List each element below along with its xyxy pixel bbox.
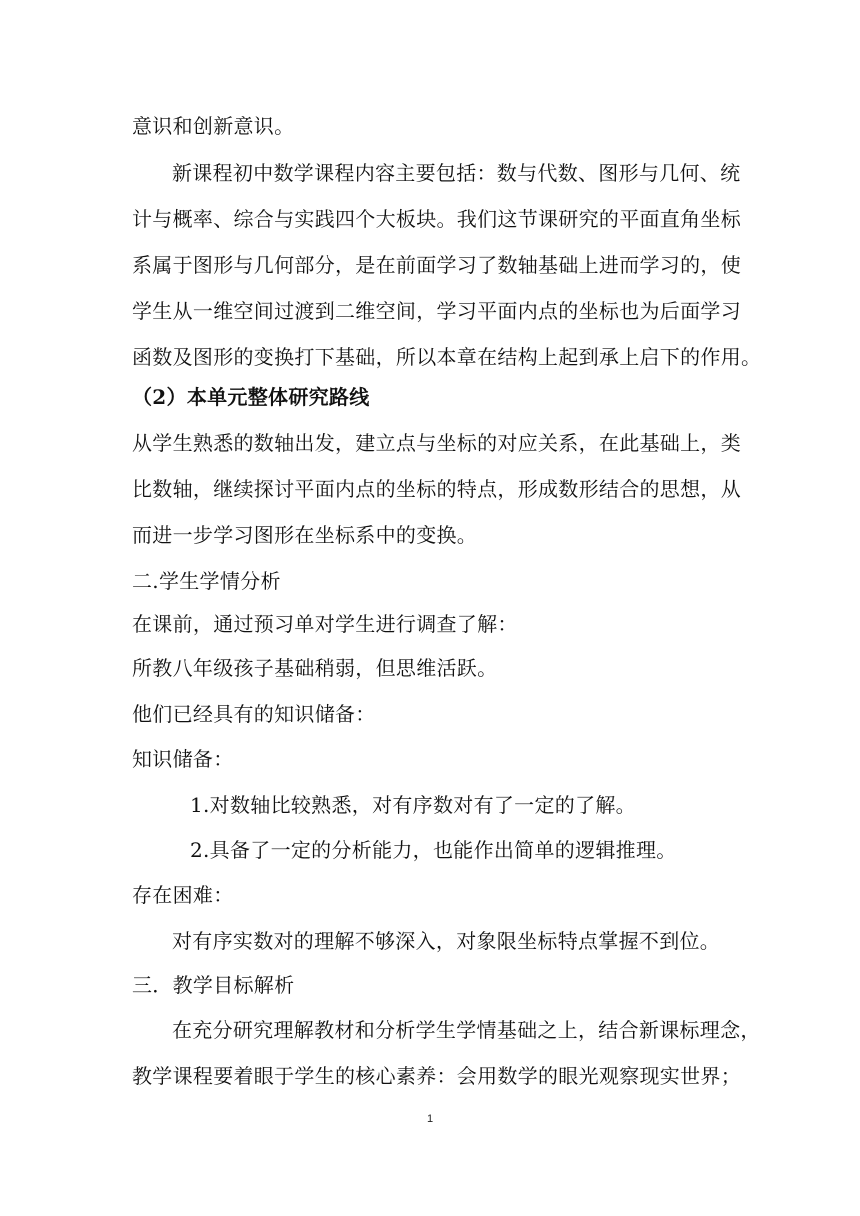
- paragraph-line: 存在困难：: [132, 883, 234, 907]
- paragraph-line: 教学课程要着眼于学生的核心素养：会用数学的眼光观察现实世界；: [132, 1064, 741, 1088]
- paragraph-line: 新课程初中数学课程内容主要包括：数与代数、图形与几何、统: [172, 161, 741, 185]
- paragraph-line: 知识储备：: [132, 747, 234, 771]
- paragraph-line: 他们已经具有的知识储备：: [132, 702, 376, 726]
- section-heading: 二.学生学情分析: [132, 569, 281, 593]
- section-heading: 三．教学目标解析: [132, 973, 295, 997]
- paragraph-line: 而进一步学习图形在坐标系中的变换。: [132, 523, 478, 547]
- paragraph-line: 在充分研究理解教材和分析学生学情基础之上，结合新课标理念，: [172, 1018, 761, 1042]
- paragraph-line: 意识和创新意识。: [132, 114, 295, 138]
- list-item: 1.对数轴比较熟悉，对有序数对有了一定的了解。: [190, 793, 636, 817]
- page-number: 1: [426, 1113, 434, 1125]
- paragraph-line: 从学生熟悉的数轴出发，建立点与坐标的对应关系，在此基础上，类: [132, 431, 741, 455]
- paragraph-line: 比数轴，继续探讨平面内点的坐标的特点，形成数形结合的思想，从: [132, 477, 741, 501]
- paragraph-line: 系属于图形与几何部分，是在前面学习了数轴基础上进而学习的，使: [132, 253, 741, 277]
- section-heading: （2）本单元整体研究路线: [132, 385, 370, 409]
- paragraph-line: 学生从一维空间过渡到二维空间，学习平面内点的坐标也为后面学习: [132, 299, 741, 323]
- paragraph-line: 函数及图形的变换打下基础，所以本章在结构上起到承上启下的作用。: [132, 345, 762, 369]
- paragraph-line: 所教八年级孩子基础稍弱，但思维活跃。: [132, 656, 498, 680]
- paragraph-line: 对有序实数对的理解不够深入，对象限坐标特点掌握不到位。: [172, 929, 721, 953]
- paragraph-line: 在课前，通过预习单对学生进行调查了解：: [132, 612, 518, 636]
- paragraph-line: 计与概率、综合与实践四个大板块。我们这节课研究的平面直角坐标: [132, 207, 741, 231]
- list-item: 2.具备了一定的分析能力，也能作出简单的逻辑推理。: [190, 838, 677, 862]
